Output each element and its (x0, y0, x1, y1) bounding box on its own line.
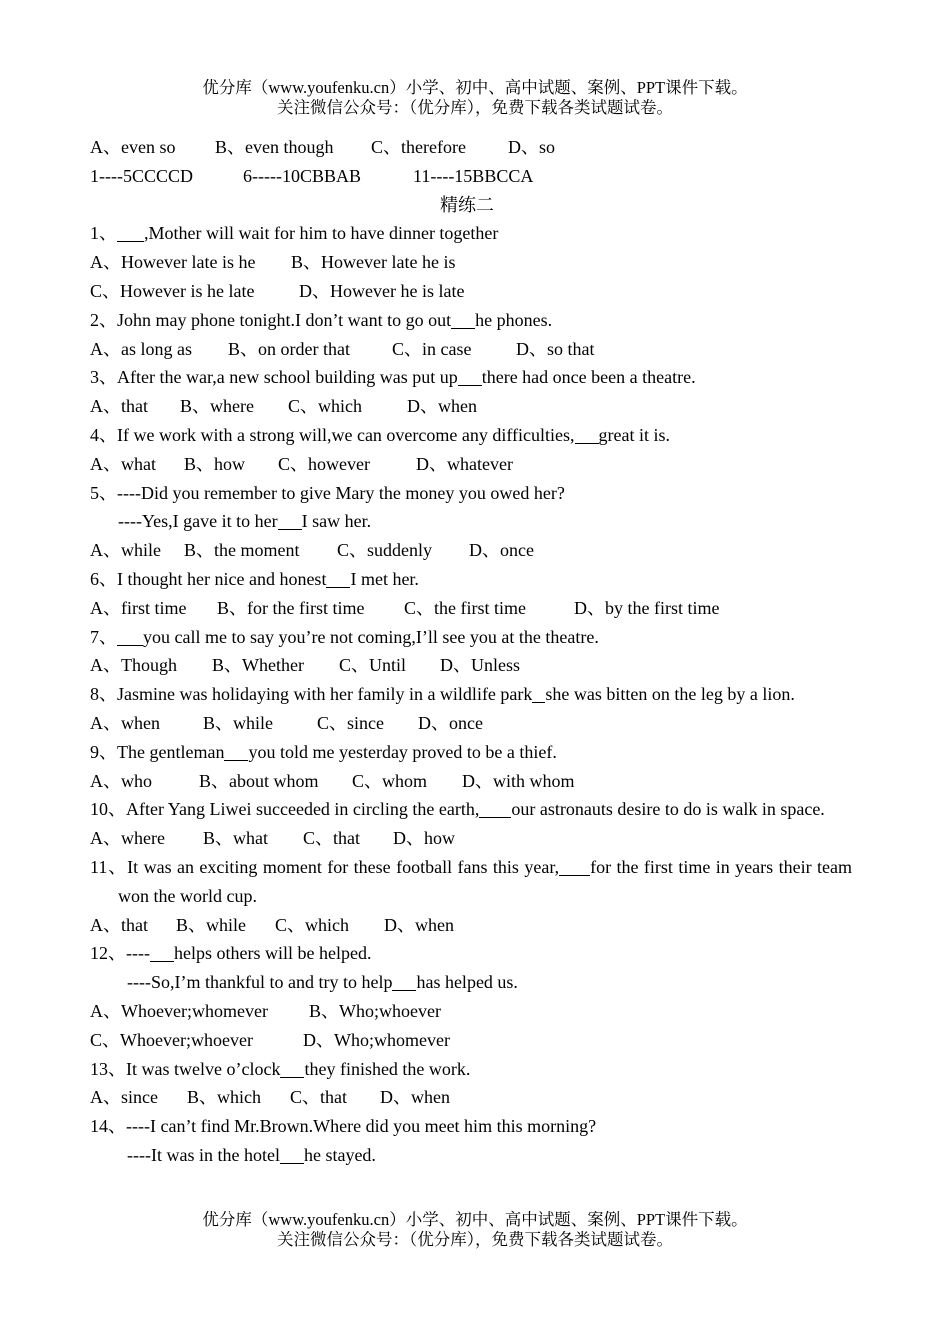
question-12-reply: ----So,I’m thankful to and try to help has helped us. (127, 972, 518, 993)
answer-blank (392, 972, 416, 991)
option-b: B、for the first time (217, 597, 365, 618)
question-3: 3、After the war,a new school building was put up there had once been a theatre. (90, 367, 696, 388)
option-c: C、Whoever;whoever (90, 1029, 253, 1050)
option-c: C、suddenly (337, 540, 433, 561)
option-d: D、once (418, 712, 483, 733)
question-13-options (90, 1083, 852, 1112)
option-d: D、how (393, 828, 455, 849)
option-d: D、with whom (462, 770, 575, 791)
answer-blank (451, 310, 475, 329)
option-b: B、where (180, 396, 254, 417)
answer-key-6-10: 6-----10CBBAB (243, 165, 361, 186)
option-c: C、However is he late (90, 280, 255, 301)
question-7-options (90, 651, 852, 680)
option-d: D、so (508, 137, 556, 157)
answer-blank (224, 742, 248, 761)
question-4-options (90, 450, 852, 479)
answer-blank (278, 511, 302, 530)
option-c: C、however (278, 453, 370, 474)
option-c: C、whom (352, 770, 428, 791)
option-a: A、as long as (90, 338, 192, 359)
question-8-options (90, 709, 852, 738)
option-a: A、when (90, 712, 160, 733)
question-5: 5、----Did you remember to give Mary the money you owed her? (90, 482, 565, 503)
question-1: 1、 ,Mother will wait for him to have dinner together (90, 223, 499, 244)
question-6-options (90, 594, 852, 623)
option-d: D、However he is late (299, 280, 465, 301)
question-14-reply: ----It was in the hotel he stayed. (127, 1144, 376, 1165)
option-a: A、since (90, 1087, 158, 1108)
option-c: C、which (288, 396, 362, 417)
option-b: B、how (184, 453, 246, 474)
option-d: D、when (384, 914, 454, 935)
option-c: C、that (303, 828, 360, 849)
option-c: C、therefore (371, 137, 466, 157)
option-c: C、that (290, 1087, 347, 1108)
option-d: D、whatever (416, 453, 513, 474)
header-line-1: 优分库（www.youfenku.cn）小学、初中、高中试题、案例、PPT课件下载。 (202, 78, 748, 97)
answer-key-11-15: 11----15BBCCA (413, 165, 534, 186)
question-12-options-2 (90, 1026, 852, 1055)
answer-blank (532, 684, 545, 703)
option-d: D、by the first time (574, 597, 720, 618)
answer-blank (479, 799, 511, 818)
option-c: C、in case (392, 338, 472, 359)
option-b: B、Whether (212, 655, 304, 676)
question-2-options (90, 335, 852, 364)
question-1-options (90, 248, 852, 277)
question-12: 12、---- helps others will be helped. (90, 943, 372, 964)
question-8: 8、Jasmine was holidaying with her family in a wildlife park she was bitten on the leg by a lion. (90, 684, 795, 705)
option-c: C、Until (339, 655, 407, 676)
option-a: A、where (90, 828, 165, 849)
prev-question-options (90, 133, 852, 162)
question-13: 13、It was twelve o’clock they finished the work. (90, 1058, 471, 1079)
answer-blank (575, 425, 599, 444)
option-d: D、Unless (440, 655, 520, 676)
question-4: 4、If we work with a strong will,we can overcome any difficulties, great it is. (90, 424, 671, 445)
option-a: A、Whoever;whomever (90, 1000, 268, 1021)
question-6: 6、I thought her nice and honest I met her. (90, 568, 419, 589)
option-a: A、that (90, 396, 148, 417)
option-a: A、However late is he (90, 252, 256, 273)
option-b: B、about whom (199, 770, 319, 791)
question-7: 7、 you call me to say you’re not coming,I’ll see you at the theatre. (90, 626, 599, 647)
header-line-2: 关注微信公众号：（优分库），免费下载各类试题试卷。 (277, 98, 673, 117)
option-a: A、that (90, 914, 148, 935)
question-14: 14、----I can’t find Mr.Brown.Where did you meet him this morning? (90, 1116, 597, 1137)
option-a: A、Though (90, 655, 177, 676)
answer-blank (150, 943, 174, 962)
answer-blank (559, 857, 590, 876)
option-a: A、what (90, 453, 156, 474)
option-d: D、Who;whomever (303, 1029, 450, 1050)
answer-blank (280, 1145, 304, 1164)
answer-blank (280, 1059, 304, 1078)
section-title: 精练二 (440, 194, 494, 215)
question-10-options (90, 824, 852, 853)
option-d: D、once (469, 540, 534, 561)
option-b: B、what (203, 828, 268, 849)
option-b: B、even though (215, 137, 334, 157)
question-3-options (90, 392, 852, 421)
option-b: B、while (203, 712, 273, 733)
question-11: 11、It was an exciting moment for these football fans this year, for the first time in years their team won the world cup. (90, 856, 852, 906)
question-9-options (90, 767, 852, 796)
option-d: D、when (407, 396, 477, 417)
question-5-reply: ----Yes,I gave it to her I saw her. (118, 511, 372, 532)
answer-blank (117, 223, 144, 242)
question-10: 10、After Yang Liwei succeeded in circling the earth, our astronauts desire to do is walk in space. (90, 799, 825, 820)
option-d: D、when (380, 1087, 450, 1108)
option-b: B、while (176, 914, 246, 935)
answer-blank (326, 569, 350, 588)
option-b: B、Who;whoever (309, 1000, 441, 1021)
page-header (0, 78, 950, 118)
question-1-options-2 (90, 277, 852, 306)
option-a: A、who (90, 770, 152, 791)
answer-blank (117, 627, 143, 646)
page-footer (0, 1210, 950, 1250)
question-5-options (90, 536, 852, 565)
option-c: C、which (275, 914, 349, 935)
question-12-options (90, 997, 852, 1026)
option-b: B、on order that (228, 338, 350, 359)
worksheet-body (90, 133, 852, 1170)
answer-blank (458, 367, 482, 386)
option-a: A、even so (90, 137, 176, 157)
question-11-options (90, 911, 852, 940)
option-b: B、However late he is (291, 252, 456, 273)
answer-key (90, 162, 852, 191)
option-a: A、while (90, 540, 161, 561)
answer-key-1-5: 1----5CCCCD (90, 165, 193, 186)
option-d: D、so that (516, 338, 595, 359)
footer-line-1: 优分库（www.youfenku.cn）小学、初中、高中试题、案例、PPT课件下载。 (202, 1210, 748, 1229)
option-b: B、the moment (184, 540, 300, 561)
option-b: B、which (187, 1087, 261, 1108)
option-c: C、since (317, 712, 384, 733)
option-c: C、the first time (404, 597, 526, 618)
footer-line-2: 关注微信公众号：（优分库），免费下载各类试题试卷。 (277, 1230, 673, 1249)
option-a: A、first time (90, 597, 187, 618)
question-9: 9、The gentleman you told me yesterday proved to be a thief. (90, 741, 557, 762)
question-2: 2、John may phone tonight.I don’t want to go out he phones. (90, 309, 553, 330)
